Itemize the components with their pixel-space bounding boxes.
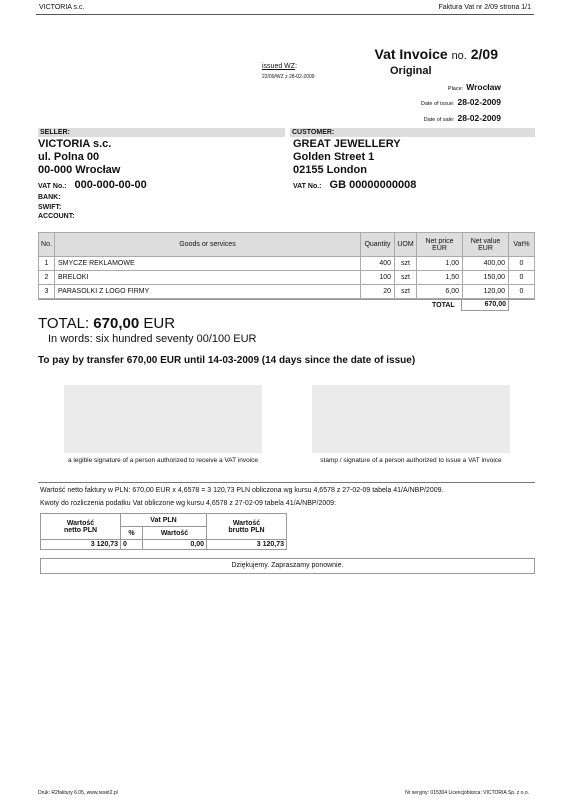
row-goods: BRELOKI [55, 271, 361, 285]
col-quantity: Quantity [361, 233, 395, 257]
invoice-title-no: no. [451, 50, 467, 62]
customer-name: GREAT JEWELLERY [293, 138, 401, 150]
issue-date-value: 28-02-2009 [457, 97, 501, 107]
page-header [36, 3, 534, 15]
row-vat: 0 [509, 285, 535, 299]
row-price: 6,00 [417, 285, 463, 299]
header-doc-ref: Faktura Vat nr 2/09 strona 1/1 [438, 4, 531, 11]
seller-heading: SELLER: [38, 128, 285, 137]
issued-wz-colon: : [295, 63, 298, 70]
vat-brutto-header-1: Wartość [232, 519, 261, 527]
bank-label: BANK: [38, 194, 61, 201]
seller-vat-label: VAT No.: [38, 183, 67, 190]
seller-block [38, 138, 120, 177]
sale-date-label: Date of sale: [423, 117, 455, 123]
row-value: 120,00 [463, 285, 509, 299]
row-uom: szt [395, 285, 417, 299]
col-net-value-label: Net value [470, 237, 501, 245]
col-vat: Vat% [509, 233, 535, 257]
payment-terms: To pay by transfer 670,00 EUR until 14-03-2009 (14 days since the date of issue) [38, 355, 416, 366]
row-no: 3 [39, 285, 55, 299]
issue-date-label: Date of issue: [420, 101, 455, 107]
footer-right: Nr seryjny: 015304 Licencjobiorca: VICTORIA Sp. z o.o. [405, 790, 529, 796]
sale-date-value: 28-02-2009 [457, 113, 501, 123]
customer-vat-value: GB 00000000008 [329, 179, 417, 191]
vat-netto-header [41, 514, 121, 540]
issuer-signature-caption: stamp / signature of a person authorized to issue a VAT invoice [320, 457, 502, 464]
row-no: 2 [39, 271, 55, 285]
receiver-signature-box [64, 385, 262, 453]
swift-label: SWIFT: [38, 203, 62, 211]
thank-you-note: Dziękujemy. Zapraszamy ponownie. [40, 558, 535, 574]
col-no: No. [39, 233, 55, 257]
footer-left: Druk: R2faktury 6.05, www.reset2.pl [38, 790, 118, 796]
col-goods: Goods or services [55, 233, 361, 257]
vat-value-header: Wartość [143, 527, 207, 540]
row-value: 150,00 [463, 271, 509, 285]
row-goods: SMYCZE REKLAMOWE [55, 257, 361, 271]
receiver-signature-caption: a legible signature of a person authorized to receive a VAT invoice [67, 457, 259, 464]
table-row [39, 271, 535, 285]
vat-pln-table [40, 513, 287, 550]
grand-total-amount: 670,00 [93, 315, 140, 332]
items-table [38, 232, 535, 299]
col-net-value-currency: EUR [478, 244, 493, 252]
vat-netto-header-2: netto PLN [63, 526, 98, 534]
row-qty: 400 [361, 257, 395, 271]
issue-date-row [421, 97, 501, 107]
seller-street: ul. Polna 00 [38, 151, 100, 163]
customer-vat [293, 179, 416, 191]
vat-brutto-header-2: brutto PLN [228, 526, 265, 534]
vat-rate-note: Kwoty do rozliczenia podatku Vat obliczone wg kursu 4,6578 z 27-02-09 tabela 41/A/NBP/2009: [40, 500, 336, 507]
divider [38, 482, 535, 483]
row-price: 1,50 [417, 271, 463, 285]
invoice-title [375, 46, 498, 62]
col-uom: UOM [395, 233, 417, 257]
seller-name: VICTORIA s.c. [38, 138, 112, 150]
invoice-title-main: Vat Invoice [374, 46, 448, 62]
issuer-signature-box [312, 385, 510, 453]
customer-street: Golden Street 1 [293, 151, 375, 163]
grand-total [38, 315, 175, 332]
row-price: 1,00 [417, 257, 463, 271]
invoice-number: 2/09 [470, 46, 498, 62]
vat-pct-header: % [121, 527, 143, 540]
items-header-row [39, 233, 535, 257]
row-uom: szt [395, 271, 417, 285]
row-no: 1 [39, 257, 55, 271]
vat-netto-value: 3 120,73 [41, 540, 121, 550]
place-label: Place: [447, 86, 464, 92]
issued-wz-label: issued WZ [262, 63, 296, 70]
row-vat: 0 [509, 271, 535, 285]
vat-netto-header-1: Wartość [66, 519, 95, 527]
row-qty: 100 [361, 271, 395, 285]
row-uom: szt [395, 257, 417, 271]
customer-heading: CUSTOMER: [290, 128, 535, 137]
row-qty: 20 [361, 285, 395, 299]
seller-vat-value: 000-000-00-00 [74, 179, 147, 191]
table-row [39, 257, 535, 271]
account-label: ACCOUNT: [38, 213, 75, 220]
place-value: Wrocław [466, 82, 501, 92]
vat-brutto-header [207, 514, 287, 540]
header-company: VICTORIA s.c. [39, 4, 85, 11]
vat-amount-value: 0,00 [143, 540, 207, 550]
seller-bank-info [38, 193, 75, 222]
issued-wz-detail: 22/09/WZ z 28-02-2009 [262, 74, 315, 80]
col-net-price-currency: EUR [432, 244, 447, 252]
seller-city: 00-000 Wrocław [38, 164, 121, 176]
total-in-words: In words: six hundred seventy 00/100 EUR [48, 333, 257, 345]
items-total-value: 670,00 [461, 299, 509, 311]
customer-vat-label: VAT No.: [293, 183, 322, 190]
customer-city: 02155 London [293, 164, 367, 176]
row-goods: PARASOLKI Z LOGO FIRMY [55, 285, 361, 299]
vat-brutto-value: 3 120,73 [207, 540, 287, 550]
vat-header-row [41, 514, 287, 527]
row-value: 400,00 [463, 257, 509, 271]
grand-total-label: TOTAL: [38, 315, 90, 332]
vat-rate-value: 0 [121, 540, 143, 550]
grand-total-currency: EUR [143, 315, 176, 332]
col-net-price [417, 233, 463, 257]
table-row [41, 540, 287, 550]
sale-date-row [424, 113, 501, 123]
customer-block [293, 138, 401, 177]
row-vat: 0 [509, 257, 535, 271]
pln-net-note: Wartość netto faktury w PLN: 670,00 EUR x 4,6578 = 3 120,73 PLN obliczona wg kursu 4,6578 z 27-02-09 tabela 41/A/NBP/2009. [40, 487, 444, 494]
table-row [39, 285, 535, 299]
col-net-value [463, 233, 509, 257]
vat-pln-header: Vat PLN [121, 514, 207, 527]
items-total-label: TOTAL [432, 302, 455, 309]
col-net-price-label: Net price [425, 237, 454, 245]
issued-wz [262, 63, 297, 70]
seller-vat [38, 179, 147, 191]
invoice-original: Original [390, 65, 432, 77]
place-row [448, 82, 501, 92]
